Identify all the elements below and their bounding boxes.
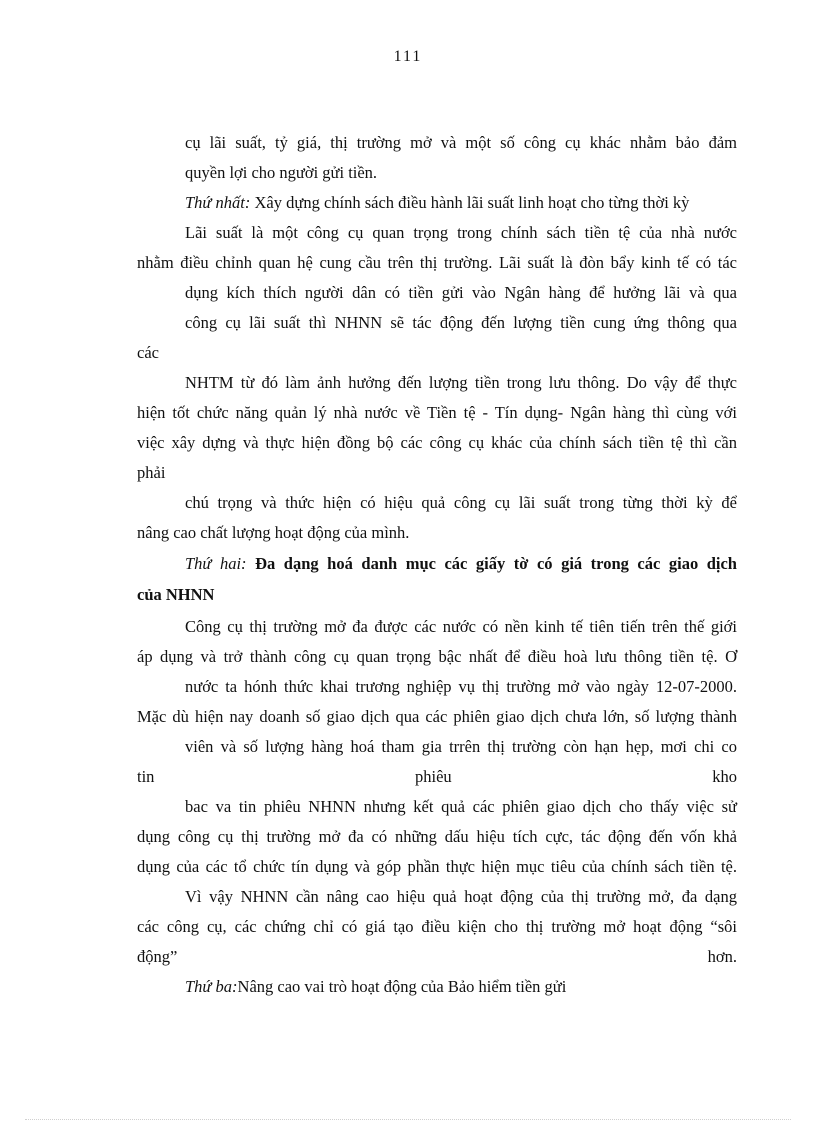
heading-text: Xây dựng chính sách điều hành lãi suất linh hoạt cho từng thời kỳ: [250, 193, 690, 212]
heading-text: Nâng cao vai trò hoạt động của Bảo hiểm tiền gửi: [237, 977, 567, 996]
paragraph-line: dụng kích thích người dân có tiền gửi vào Ngân hàng để hưởng lãi và qua: [185, 283, 737, 302]
paragraph-line: viên và số lượng hàng hoá tham gia trrên thị trường còn hạn hẹp, mơi chi co: [185, 737, 737, 756]
page-number: 111: [393, 48, 423, 65]
section-heading-second: [185, 554, 737, 574]
paragraph-line: tin phiêu kho: [137, 767, 737, 786]
paragraph-line: nhằm điều chỉnh quan hệ cung cầu trên thị trường. Lãi suất là đòn bẩy kinh tế có tác: [137, 253, 737, 272]
page-bottom-divider: [25, 1119, 791, 1120]
paragraph-line: Mặc dù hiện nay doanh số giao dịch qua các phiên giao dịch chưa lớn, số lượng thành: [137, 707, 737, 726]
paragraph-line: công cụ lãi suất thì NHNN sẽ tác động đến lượng tiền cung ứng thông qua: [185, 313, 737, 332]
paragraph-line: nâng cao chất lượng hoạt động của mình.: [137, 523, 410, 542]
paragraph-line: bac va tin phiêu NHNN nhưng kết quả các phiên giao dịch cho thấy việc sử: [185, 797, 737, 816]
paragraph-line: NHTM từ đó làm ảnh hưởng đến lượng tiền trong lưu thông. Do vậy để thực: [185, 373, 737, 392]
paragraph-line: áp dụng và trở thành công cụ quan trọng bậc nhất để điều hoà lưu thông tiền tệ. Ơ: [137, 647, 737, 666]
paragraph-line: quyền lợi cho người gửi tiền.: [185, 163, 378, 182]
heading-text: Đa dạng hoá danh mục các giấy tờ có giá trong các giao dịch: [246, 554, 737, 573]
paragraph-line: dụng của các tổ chức tín dụng và góp phần thực hiện mục tiêu của chính sách tiền tệ.: [137, 857, 737, 876]
section-heading-second-cont: của NHNN: [137, 585, 215, 604]
heading-label: Thứ nhất:: [185, 193, 251, 212]
paragraph-line: phải: [137, 463, 166, 482]
paragraph-line: nước ta hónh thức khai trương nghiệp vụ thị trường mở vào ngày 12-07-2000.: [185, 677, 737, 696]
paragraph-line: động” hơn.: [137, 947, 737, 966]
paragraph-line: Công cụ thị trường mở đa được các nước có nền kinh tế tiên tiến trên thế giới: [185, 617, 737, 636]
heading-label: Thứ hai:: [185, 554, 247, 573]
paragraph-line: cụ lãi suất, tỷ giá, thị trường mở và một số công cụ khác nhằm bảo đảm: [185, 133, 737, 152]
paragraph-line: hiện tốt chức năng quản lý nhà nước về Tiền tệ - Tín dụng- Ngân hàng thì cùng với: [137, 403, 737, 422]
paragraph-line: việc xây dựng và thực hiện đồng bộ các công cụ khác của chính sách tiền tệ thì cần: [137, 433, 737, 452]
section-heading-first: [185, 193, 737, 213]
paragraph-line: chú trọng và thức hiện có hiệu quả công cụ lãi suất trong từng thời kỳ để: [185, 493, 737, 512]
section-heading-third: [185, 977, 737, 997]
heading-label: Thứ ba:: [185, 977, 238, 996]
paragraph-line: Vì vậy NHNN cần nâng cao hiệu quả hoạt động của thị trường mở, đa dạng: [185, 887, 737, 906]
paragraph-line: các công cụ, các chứng chỉ có giá tạo điều kiện cho thị trường mở hoạt động “sôi: [137, 917, 737, 936]
paragraph-line: các: [137, 343, 159, 362]
paragraph-line: Lãi suất là một công cụ quan trọng trong chính sách tiền tệ của nhà nước: [185, 223, 737, 242]
paragraph-line: dụng công cụ thị trường mở đa có những dấu hiệu tích cực, tác động đến vốn khả: [137, 827, 737, 846]
